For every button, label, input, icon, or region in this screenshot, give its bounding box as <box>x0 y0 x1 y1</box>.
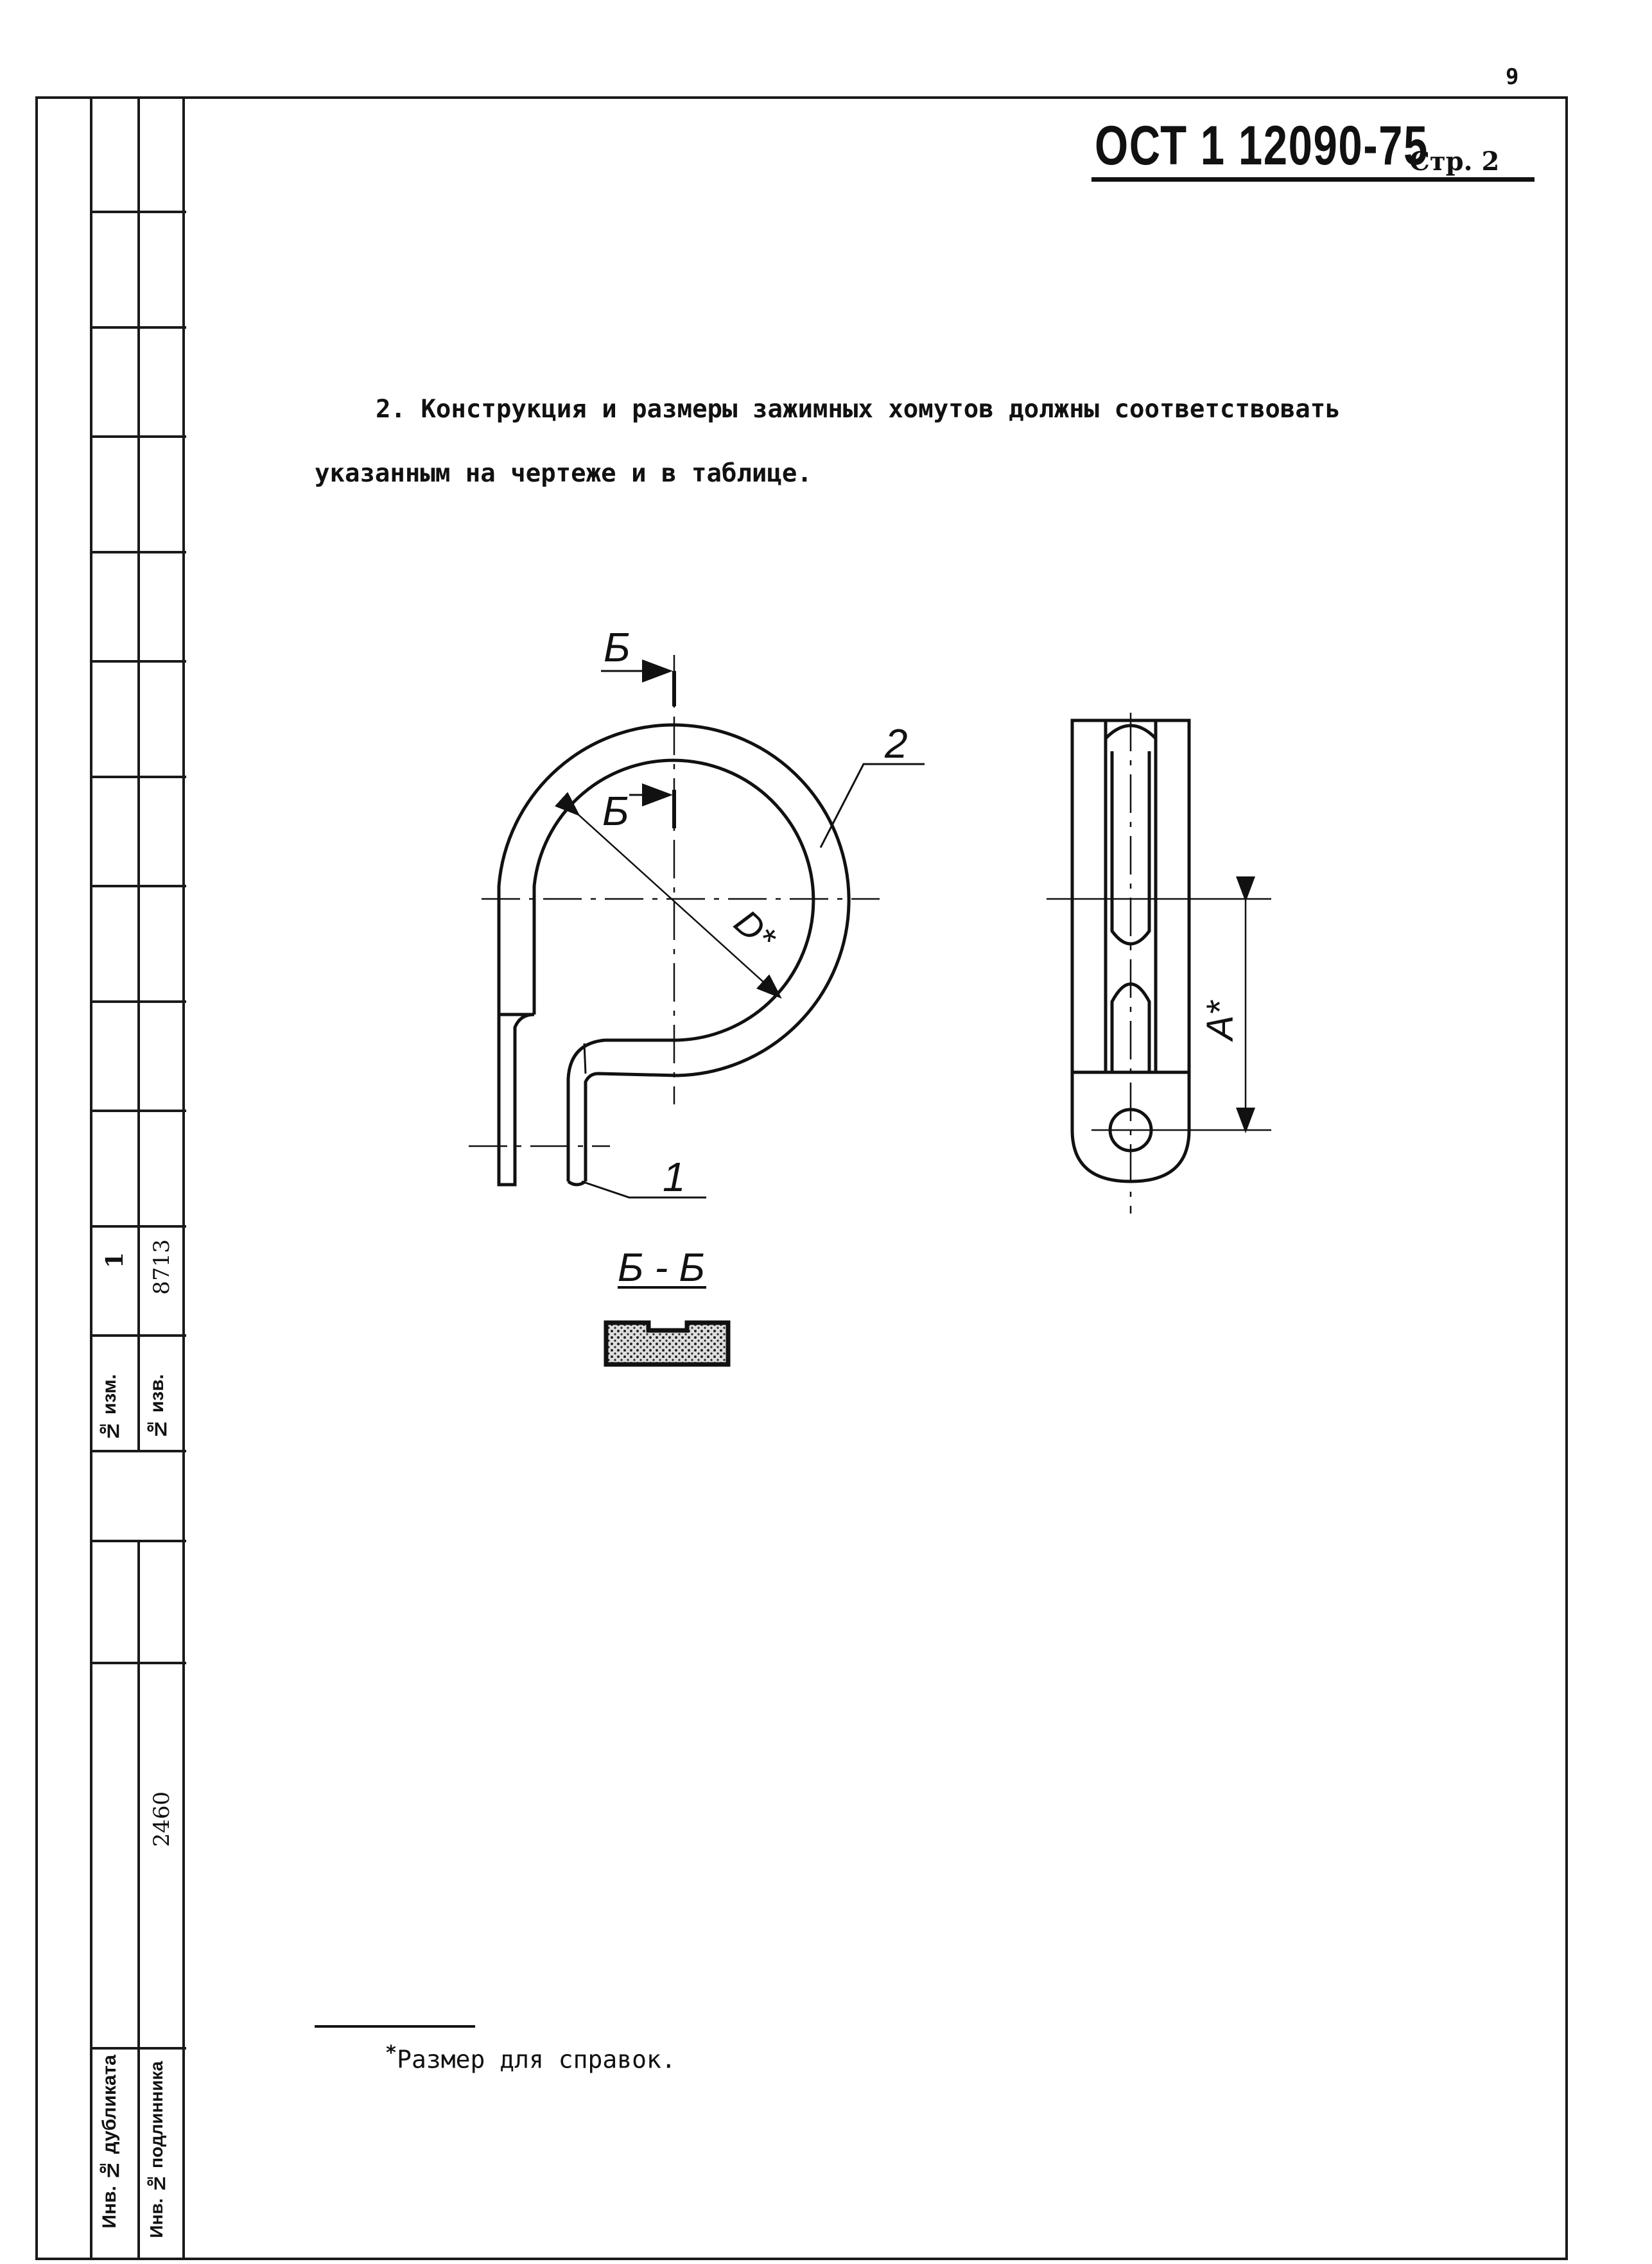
clamp-drawing <box>437 616 1335 1413</box>
paragraph-line-1: 2. Конструкция и размеры зажимных хомутов должны соответствовать <box>376 395 1341 424</box>
callout-1: 1 <box>663 1154 686 1200</box>
page-number: 9 <box>1506 64 1519 90</box>
section-mark-top: Б <box>604 624 630 670</box>
notice-no-label: № изв. <box>146 1374 168 1440</box>
binding-strip-grid <box>90 96 186 2260</box>
header-underline <box>1091 177 1535 182</box>
section-title: Б - Б <box>618 1246 705 1290</box>
footnote-text: Размер для справок. <box>397 2045 676 2074</box>
notice-no-value: 8713 <box>149 1239 175 1295</box>
paragraph-line-2: указанным на чертеже и в таблице. <box>315 459 812 488</box>
standard-code: ОСТ 1 12090-75 <box>1095 115 1429 177</box>
section-mark-inner: Б <box>602 788 629 834</box>
change-no-label: № изм. <box>99 1374 120 1441</box>
side-view <box>1047 713 1271 1214</box>
front-view <box>469 655 925 1197</box>
original-inventory-value: 2460 <box>149 1791 175 1847</box>
duplicate-inventory-label: Инв. № дубликата <box>99 2055 120 2229</box>
binding-strip <box>90 96 186 2260</box>
page-label: Стр. 2 <box>1409 146 1500 177</box>
footnote-marker: * <box>385 2042 397 2064</box>
height-label: A* <box>1199 1000 1241 1040</box>
change-no-value: 1 <box>101 1252 128 1269</box>
footnote <box>385 2042 676 2074</box>
body-paragraph <box>315 378 1535 506</box>
diameter-label: D* <box>726 901 784 959</box>
original-inventory-label: Инв. № подлинника <box>146 2061 166 2238</box>
callout-2: 2 <box>885 720 908 767</box>
footnote-rule <box>315 2025 475 2028</box>
section-profile <box>606 1323 728 1364</box>
